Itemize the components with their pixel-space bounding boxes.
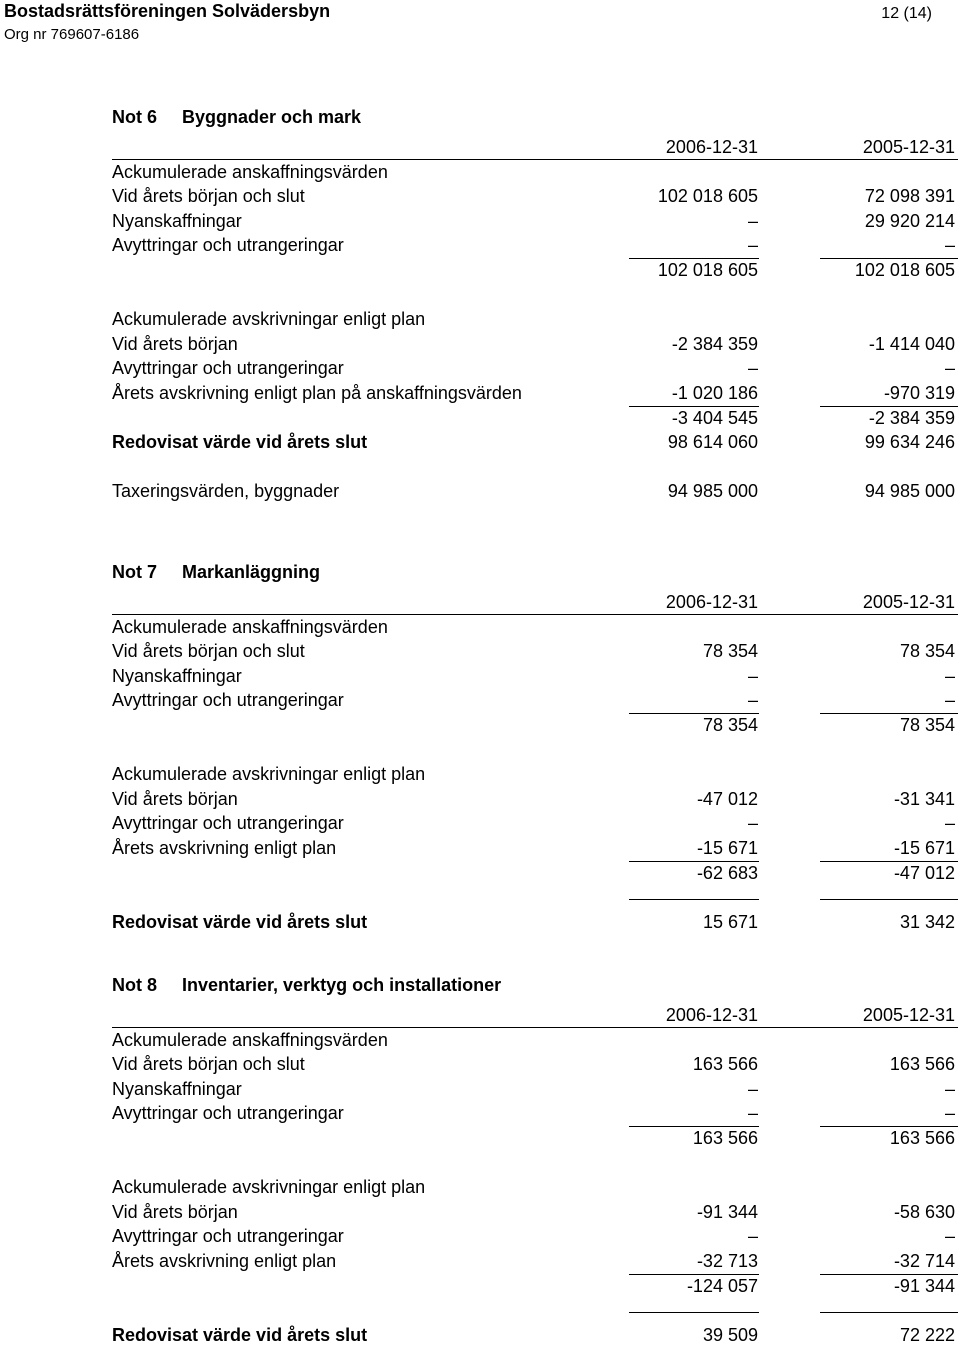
value-2005: -1 414 040 <box>868 333 955 354</box>
row-label: Vid årets början och slut <box>112 1054 305 1075</box>
row-label: Redovisat värde vid årets slut <box>112 911 368 932</box>
value-2005: -15 671 <box>893 837 955 858</box>
table-row <box>112 640 958 665</box>
note-7-section <box>112 561 958 935</box>
value-2005: -32 714 <box>893 1250 955 1271</box>
column-header-2005: 2005-12-31 <box>862 137 955 157</box>
table-row <box>112 185 958 210</box>
table-row <box>112 357 958 382</box>
value-2006: – <box>747 210 758 231</box>
value-2005: – <box>944 690 955 711</box>
value-2005: – <box>944 1226 955 1247</box>
total-rule <box>820 1312 958 1313</box>
value-2006: 78 354 <box>702 641 758 662</box>
value-2006: -91 344 <box>696 1201 758 1222</box>
section-heading-row <box>112 763 958 788</box>
value-2006: – <box>747 813 758 834</box>
subtotal-2005: -2 384 359 <box>868 407 955 428</box>
note-number: Not 7 <box>112 562 157 582</box>
row-label: Årets avskrivning enligt plan <box>112 1250 337 1271</box>
note-6-section <box>112 106 958 505</box>
value-2006: – <box>747 665 758 686</box>
row-label: Avyttringar och utrangeringar <box>112 235 344 256</box>
value-2005: – <box>944 1078 955 1099</box>
note-8-section <box>112 974 958 1348</box>
value-2006: 102 018 605 <box>657 186 758 207</box>
note-header <box>112 974 958 1004</box>
subtotal-2005: 78 354 <box>899 714 955 735</box>
book-value-row <box>112 911 958 936</box>
subtotal-row <box>112 259 958 284</box>
row-label: Vid årets början och slut <box>112 186 305 207</box>
column-header-2005: 2005-12-31 <box>862 592 955 612</box>
value-2006: -1 020 186 <box>671 382 758 403</box>
note-number: Not 6 <box>112 107 157 127</box>
section-heading-row <box>112 1176 958 1201</box>
row-label: Redovisat värde vid årets slut <box>112 1324 368 1345</box>
value-2006: – <box>747 358 758 379</box>
subtotal-2006: -3 404 545 <box>671 407 758 428</box>
book-value-row <box>112 1324 958 1348</box>
subtotal-row <box>112 1127 958 1152</box>
section-heading-row <box>112 616 958 641</box>
column-header-2005: 2005-12-31 <box>862 1005 955 1025</box>
subtotal-2006: 163 566 <box>692 1127 758 1148</box>
value-2005: -58 630 <box>893 1201 955 1222</box>
row-label: Årets avskrivning enligt plan <box>112 837 337 858</box>
table-row <box>112 837 958 862</box>
note-title: Byggnader och mark <box>182 107 362 127</box>
value-2005: – <box>944 235 955 256</box>
subtotal-2005: -47 012 <box>893 862 955 883</box>
value-2006: – <box>747 1226 758 1247</box>
table-row <box>112 788 958 813</box>
value-2005: – <box>944 665 955 686</box>
table-row <box>112 1250 958 1275</box>
value-2006: -32 713 <box>696 1250 758 1271</box>
row-label: Nyanskaffningar <box>112 665 242 686</box>
row-label: Vid årets början <box>112 1201 238 1222</box>
table-row <box>112 1078 958 1103</box>
value-2005: 72 222 <box>899 1324 955 1345</box>
subtotal-2006: -62 683 <box>696 862 758 883</box>
note-header <box>112 106 958 136</box>
row-label: Avyttringar och utrangeringar <box>112 690 344 711</box>
value-2005: 31 342 <box>899 911 955 932</box>
table-row <box>112 1201 958 1226</box>
section-heading: Ackumulerade anskaffningsvärden <box>112 616 388 637</box>
section-heading-row <box>112 161 958 186</box>
column-header-row <box>112 136 958 161</box>
row-label: Taxeringsvärden, byggnader <box>112 481 340 502</box>
section-heading-row <box>112 1029 958 1054</box>
table-row <box>112 382 958 407</box>
note-title: Markanläggning <box>182 562 321 582</box>
section-heading: Ackumulerade anskaffningsvärden <box>112 161 388 182</box>
total-rule <box>629 899 759 900</box>
row-label: Årets avskrivning enligt plan på anskaffningsvärden <box>112 382 522 403</box>
subtotal-row <box>112 407 958 432</box>
section-heading: Ackumulerade avskrivningar enligt plan <box>112 764 426 785</box>
value-2006: -15 671 <box>696 837 758 858</box>
subtotal-row <box>112 1275 958 1300</box>
column-header-row <box>112 591 958 616</box>
column-header-2006: 2006-12-31 <box>665 137 758 157</box>
value-2005: -31 341 <box>893 788 955 809</box>
row-label: Avyttringar och utrangeringar <box>112 813 344 834</box>
section-heading: Ackumulerade anskaffningsvärden <box>112 1029 388 1050</box>
total-rule <box>629 1312 759 1313</box>
table-row <box>112 1225 958 1250</box>
value-2006: -47 012 <box>696 788 758 809</box>
table-row <box>112 812 958 837</box>
column-header-2006: 2006-12-31 <box>665 1005 758 1025</box>
value-2006: -2 384 359 <box>671 333 758 354</box>
table-row <box>112 234 958 259</box>
value-2005: 99 634 246 <box>864 432 955 453</box>
note-title: Inventarier, verktyg och installationer <box>182 975 502 995</box>
value-2005: – <box>944 358 955 379</box>
value-2006: 98 614 060 <box>667 432 758 453</box>
row-label: Nyanskaffningar <box>112 210 242 231</box>
book-value-row <box>112 431 958 456</box>
value-2005: 72 098 391 <box>864 186 955 207</box>
value-2005: – <box>944 1103 955 1124</box>
row-label: Avyttringar och utrangeringar <box>112 358 344 379</box>
value-2005: 163 566 <box>889 1054 955 1075</box>
subtotal-2006: 78 354 <box>702 714 758 735</box>
row-label: Vid årets början och slut <box>112 641 305 662</box>
row-label: Vid årets början <box>112 788 238 809</box>
total-rule <box>820 899 958 900</box>
row-label: Redovisat värde vid årets slut <box>112 432 368 453</box>
subtotal-2006: -124 057 <box>686 1275 758 1296</box>
subtotal-2005: 163 566 <box>889 1127 955 1148</box>
section-heading: Ackumulerade avskrivningar enligt plan <box>112 1177 426 1198</box>
section-heading: Ackumulerade avskrivningar enligt plan <box>112 309 426 330</box>
subtotal-row <box>112 862 958 887</box>
column-header-row <box>112 1004 958 1029</box>
value-2006: 163 566 <box>692 1054 758 1075</box>
note-number: Not 8 <box>112 975 157 995</box>
value-2005: -970 319 <box>883 382 955 403</box>
table-row <box>112 689 958 714</box>
note-header <box>112 561 958 591</box>
value-2006: – <box>747 235 758 256</box>
subtotal-row <box>112 714 958 739</box>
table-row <box>112 1102 958 1127</box>
table-row <box>112 1053 958 1078</box>
row-label: Avyttringar och utrangeringar <box>112 1226 344 1247</box>
value-2005: 29 920 214 <box>864 210 955 231</box>
page-number: 12 (14) <box>881 5 932 22</box>
table-row <box>112 665 958 690</box>
value-2005: 78 354 <box>899 641 955 662</box>
subtotal-2005: 102 018 605 <box>854 259 955 280</box>
table-row <box>112 210 958 235</box>
org-name: Bostadsrättsföreningen Solvädersbyn <box>4 1 331 21</box>
value-2005: 94 985 000 <box>864 481 955 502</box>
column-header-2006: 2006-12-31 <box>665 592 758 612</box>
value-2006: 39 509 <box>702 1324 758 1345</box>
value-2006: 94 985 000 <box>667 481 758 502</box>
value-2006: – <box>747 1103 758 1124</box>
row-label: Vid årets början <box>112 333 238 354</box>
row-label: Avyttringar och utrangeringar <box>112 1103 344 1124</box>
value-2005: – <box>944 813 955 834</box>
org-number: Org nr 769607-6186 <box>4 26 140 43</box>
tax-value-row <box>112 480 958 505</box>
subtotal-2005: -91 344 <box>893 1275 955 1296</box>
value-2006: – <box>747 1078 758 1099</box>
value-2006: – <box>747 690 758 711</box>
table-row <box>112 333 958 358</box>
row-label: Nyanskaffningar <box>112 1078 242 1099</box>
value-2006: 15 671 <box>702 911 758 932</box>
section-heading-row <box>112 308 958 333</box>
subtotal-2006: 102 018 605 <box>657 259 758 280</box>
